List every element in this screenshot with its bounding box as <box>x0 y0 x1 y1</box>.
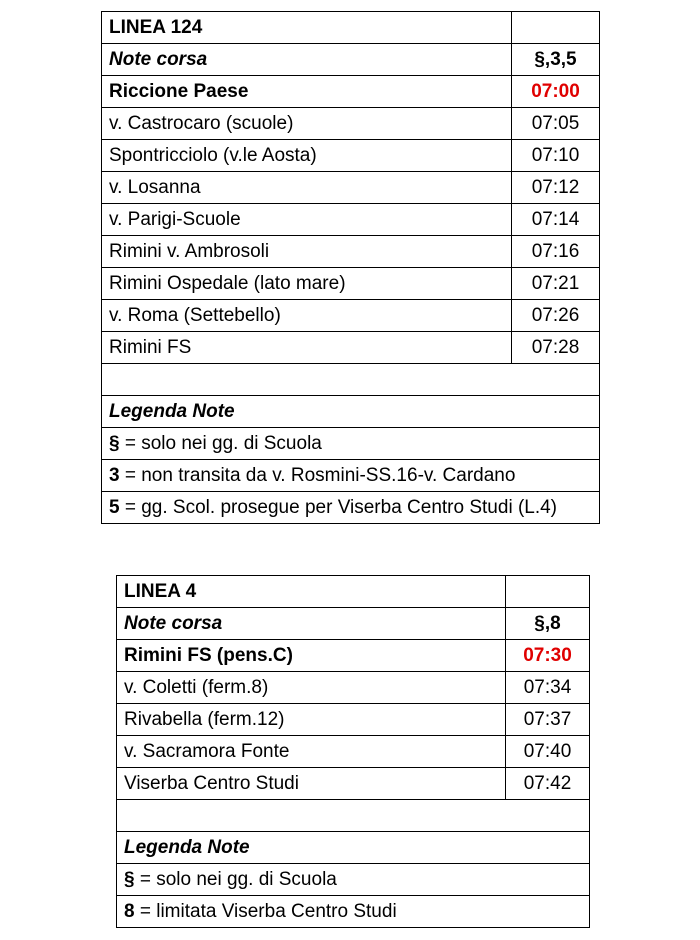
notes-row <box>102 44 600 76</box>
stop-time: 07:42 <box>506 768 590 800</box>
table-row <box>102 172 600 204</box>
stop-time: 07:12 <box>512 172 600 204</box>
blank-row <box>102 364 600 396</box>
stop-name: Rimini Ospedale (lato mare) <box>102 268 512 300</box>
departure-time: 07:30 <box>506 640 590 672</box>
table-row <box>102 300 600 332</box>
table-row <box>102 236 600 268</box>
stop-time: 07:28 <box>512 332 600 364</box>
first-stop-row <box>102 76 600 108</box>
stop-time: 07:40 <box>506 736 590 768</box>
table-row <box>102 140 600 172</box>
legend-entry <box>117 896 590 928</box>
legend-row <box>102 428 600 460</box>
table-header-row <box>117 576 590 608</box>
stop-name: Rivabella (ferm.12) <box>117 704 506 736</box>
stop-time: 07:14 <box>512 204 600 236</box>
stop-name: v. Sacramora Fonte <box>117 736 506 768</box>
line-title: LINEA 124 <box>102 12 512 44</box>
legend-text: = solo nei gg. di Scuola <box>119 433 322 454</box>
legend-title-row <box>117 832 590 864</box>
legend-entry <box>102 428 600 460</box>
empty-cell <box>117 800 590 832</box>
first-stop-row <box>117 640 590 672</box>
legend-entry <box>102 492 600 524</box>
timetable-linea-4 <box>116 575 590 928</box>
stop-time: 07:21 <box>512 268 600 300</box>
table-row <box>102 268 600 300</box>
note-label: Note corsa <box>102 44 512 76</box>
legend-title: Legenda Note <box>117 832 590 864</box>
legend-row <box>102 460 600 492</box>
stop-name: v. Roma (Settebello) <box>102 300 512 332</box>
note-value: §,3,5 <box>512 44 600 76</box>
legend-entry <box>117 864 590 896</box>
departure-time: 07:00 <box>512 76 600 108</box>
legend-key: 8 <box>124 901 135 922</box>
table-row <box>102 204 600 236</box>
legend-key: § <box>109 433 120 454</box>
stop-name: v. Losanna <box>102 172 512 204</box>
empty-cell <box>506 576 590 608</box>
stop-name: v. Parigi-Scuole <box>102 204 512 236</box>
empty-cell <box>512 12 600 44</box>
stop-name: Rimini FS <box>102 332 512 364</box>
table-row <box>117 736 590 768</box>
legend-text: = non transita da v. Rosmini-SS.16-v. Cardano <box>119 465 516 486</box>
legend-title-row <box>102 396 600 428</box>
legend-row <box>117 896 590 928</box>
notes-row <box>117 608 590 640</box>
legend-key: § <box>124 869 135 890</box>
table-row <box>117 672 590 704</box>
stop-time: 07:16 <box>512 236 600 268</box>
table-row <box>102 108 600 140</box>
legend-text: = solo nei gg. di Scuola <box>134 869 337 890</box>
timetable-linea-124 <box>101 11 600 524</box>
stop-name: v. Coletti (ferm.8) <box>117 672 506 704</box>
legend-text: = gg. Scol. prosegue per Viserba Centro Studi (L.4) <box>119 497 558 518</box>
stop-name: Viserba Centro Studi <box>117 768 506 800</box>
table-header-row <box>102 12 600 44</box>
stop-time: 07:37 <box>506 704 590 736</box>
legend-entry <box>102 460 600 492</box>
legend-title: Legenda Note <box>102 396 600 428</box>
stop-time: 07:05 <box>512 108 600 140</box>
legend-row <box>117 864 590 896</box>
table-row <box>102 332 600 364</box>
stop-name: Rimini v. Ambrosoli <box>102 236 512 268</box>
stop-name: Riccione Paese <box>102 76 512 108</box>
legend-key: 3 <box>109 465 120 486</box>
note-label: Note corsa <box>117 608 506 640</box>
stop-name: v. Castrocaro (scuole) <box>102 108 512 140</box>
stop-name: Rimini FS (pens.C) <box>117 640 506 672</box>
blank-row <box>117 800 590 832</box>
empty-cell <box>102 364 600 396</box>
stop-time: 07:34 <box>506 672 590 704</box>
legend-key: 5 <box>109 497 120 518</box>
table-row <box>117 768 590 800</box>
stop-name: Spontricciolo (v.le Aosta) <box>102 140 512 172</box>
table-row <box>117 704 590 736</box>
legend-row <box>102 492 600 524</box>
stop-time: 07:26 <box>512 300 600 332</box>
note-value: §,8 <box>506 608 590 640</box>
line-title: LINEA 4 <box>117 576 506 608</box>
stop-time: 07:10 <box>512 140 600 172</box>
legend-text: = limitata Viserba Centro Studi <box>134 901 397 922</box>
